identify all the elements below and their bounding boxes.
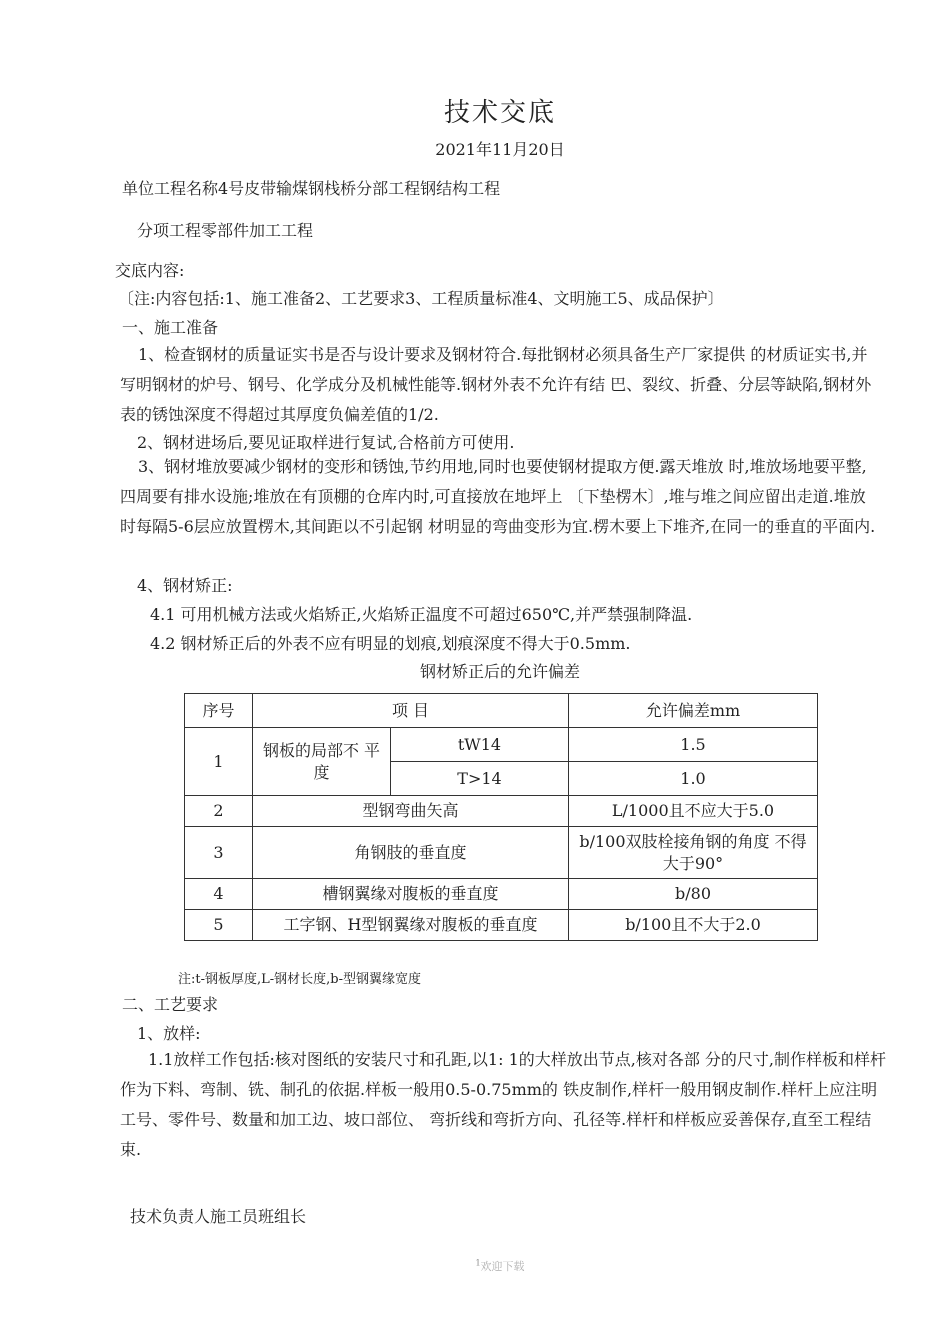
footer-text: 欢迎下载 (480, 1260, 525, 1273)
section1-paragraph-2: 2、钢材进场后,要见证取样进行复试,合格前方可使用. (137, 433, 515, 452)
section1-paragraph-3: 3、钢材堆放要减少钢材的变形和锈蚀,节约用地,同时也要使钢材提取方便.露天堆放 时,堆放场地要平整,四周要有排水设施;堆放在有顶棚的仓库内时,可直接放在地坪上 〔下垫楞木〕,堆与堆之间应留出走道.堆放时每隔5-6层应放置楞木,其间距以不引起钢 材明显的弯曲变形为宜.楞木要上下堆齐,在同一的垂直的平面内. (120, 457, 876, 536)
header-tolerance: 允许偏差mm (569, 694, 818, 728)
header-no: 序号 (185, 694, 253, 728)
row1-item: 钢板的局部不 平度 (253, 728, 391, 796)
row1-sub1-label: tW14 (391, 728, 569, 762)
section1-paragraph-1: 1、检查钢材的质量证实书是否与设计要求及钢材符合.每批钢材必须具备生产厂家提供 的材质证实书,并写明钢材的炉号、钢号、化学成分及机械性能等.钢材外表不允许有结 巴、裂纹、折叠、分层等缺陷,钢材外表的锈蚀深度不得超过其厚度负偏差值的1/2. (120, 345, 872, 424)
content-note: 〔注:内容包括:1、施工准备2、工艺要求3、工程质量标准4、文明施工5、成品保护〕 (118, 289, 724, 308)
tolerance-table (184, 693, 818, 941)
row-no: 5 (185, 910, 253, 941)
signature-line: 技术负责人施工员班组长 (130, 1207, 307, 1226)
table-row (185, 879, 818, 910)
row1-sub2-value: 1.0 (569, 762, 818, 796)
project-line: 单位工程名称4号皮带输煤钢栈桥分部工程钢结构工程 (122, 179, 501, 198)
row-item: 型钢弯曲矢高 (253, 796, 569, 827)
table-note: 注:t-钢板厚度,L-钢材长度,b-型钢翼缘宽度 (178, 972, 422, 987)
content-label: 交底内容: (115, 261, 185, 280)
row1-sub1-value: 1.5 (569, 728, 818, 762)
table-header-row (185, 694, 818, 728)
row-value: b/80 (569, 879, 818, 910)
subproject-line: 分项工程零部件加工工程 (137, 221, 314, 240)
table-row (185, 728, 818, 762)
document-title: 技术交底 (443, 98, 556, 128)
row-item: 角钢肢的垂直度 (253, 827, 569, 879)
section1-paragraph-4-1: 4.1 可用机械方法或火焰矫正,火焰矫正温度不可超过650℃,并严禁强制降温. (150, 605, 693, 624)
row-value: L/1000且不应大于5.0 (569, 796, 818, 827)
table-row (185, 910, 818, 941)
page-number: 1 (475, 1258, 481, 1268)
page-footer (0, 1258, 950, 1274)
header-item: 项 目 (253, 694, 569, 728)
table-caption: 钢材矫正后的允许偏差 (419, 662, 580, 681)
row-value: b/100且不大于2.0 (569, 910, 818, 941)
row-no: 3 (185, 827, 253, 879)
section2-paragraph-1: 1、放样: (137, 1024, 201, 1043)
row1-no: 1 (185, 728, 253, 796)
row1-sub2-label: T>14 (391, 762, 569, 796)
section2-paragraph-1-1: 1.1放样工作包括:核对图纸的安装尺寸和孔距,以1: 1的大样放出节点,核对各部 分的尺寸,制作样板和样杆作为下料、弯制、铣、制孔的依据.样板一般用0.5-0.75mm的 铁皮制作,样杆一般用钢皮制作.样杆上应注明工号、零件号、数量和加工边、坡口部位、 弯折线和弯折方向、孔径等.样杆和样板应妥善保存,直至工程结束. (120, 1050, 887, 1159)
section1-paragraph-4-2: 4.2 钢材矫正后的外表不应有明显的划痕,划痕深度不得大于0.5mm. (150, 634, 631, 653)
section1-heading: 一、施工准备 (122, 318, 219, 337)
table-row (185, 796, 818, 827)
row-value: b/100双肢栓接角钢的角度 不得大于90° (569, 827, 818, 879)
section1-paragraph-4: 4、钢材矫正: (137, 576, 233, 595)
document-date: 2021年11月20日 (435, 140, 565, 159)
row-no: 4 (185, 879, 253, 910)
row-no: 2 (185, 796, 253, 827)
row-item: 槽钢翼缘对腹板的垂直度 (253, 879, 569, 910)
table-row (185, 827, 818, 879)
row-item: 工字钢、H型钢翼缘对腹板的垂直度 (253, 910, 569, 941)
section2-heading: 二、工艺要求 (122, 995, 219, 1014)
